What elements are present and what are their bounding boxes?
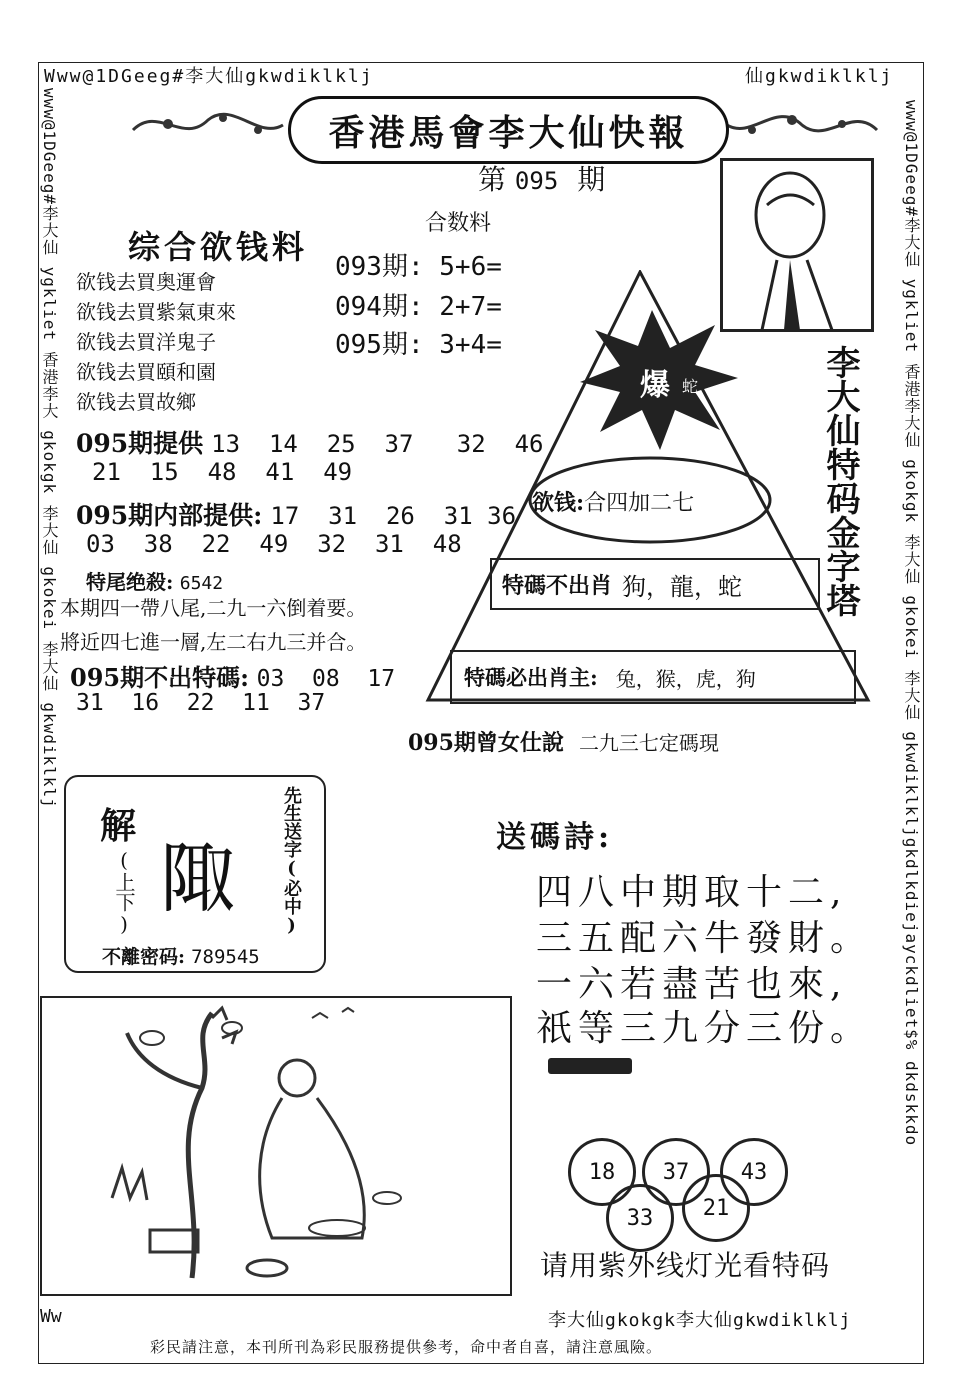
internal-numbers-1: 17 31 26 31 36 [270, 502, 517, 530]
combined-row-1: 093期: 5+6= [335, 252, 502, 282]
poem-line-2: 三五配六牛發財。 [536, 918, 873, 959]
riddle-updown: (上下) [112, 848, 136, 936]
combined-row-3: 095期: 3+4= [335, 330, 502, 360]
riddle-side: 先生送字(必中) [281, 786, 302, 936]
internal-label: 095期内部提供: [76, 501, 263, 530]
not-zodiac-box [490, 558, 820, 610]
tail-kill-label: 特尾绝殺: [86, 570, 174, 594]
bottom-right-watermark: 李大仙gkokgk李大仙gkwdiklklj [548, 1310, 852, 1331]
stamp-icon [548, 1058, 632, 1074]
top-right-watermark: 仙gkwdiklklj [745, 66, 894, 87]
footer-note: 彩民請注意，本刊所刊為彩民服務提供參考，命中者自喜，請注意風險。 [150, 1338, 663, 1356]
poem-line-3: 一六若盡苦也來, [536, 964, 848, 1005]
miss-zeng-value: 二九三七定碼現 [578, 731, 719, 755]
burst-sub: 蛇 [682, 377, 699, 396]
pyramid-desire-label: 欲钱: [532, 490, 585, 516]
riddle-jie: 解 [100, 805, 137, 847]
no-special-line-1 [70, 658, 395, 693]
desire-line-3: 欲钱去買洋鬼子 [76, 330, 216, 354]
desire-line-1: 欲钱去買奥運會 [76, 270, 216, 294]
must-zodiac-box [450, 650, 856, 704]
combined-title: 合数料 [425, 211, 492, 236]
poem-line-4: 祇等三九分三份。 [536, 1008, 873, 1049]
uv-note: 请用紫外线灯光看特码 [540, 1249, 831, 1282]
burst-char: 爆 [640, 368, 670, 403]
riddle-code-value: 789545 [191, 946, 260, 968]
desire-line-2: 欲钱去買紫氣東來 [76, 300, 236, 324]
verse-line-2: 將近四七進一層,左二右九三并合。 [60, 630, 367, 654]
pyramid-desire [532, 486, 694, 517]
illustration-box [40, 996, 512, 1296]
desire-title: 综合欲钱料 [128, 228, 309, 266]
right-flourish-icon [722, 100, 882, 150]
poem-line-1: 四八中期取十二, [536, 872, 848, 913]
no-special-label: 095期不出特碼: [70, 663, 249, 692]
issue-number: 095 [514, 167, 559, 195]
not-zodiac-label: 特碼不出肖 [502, 572, 613, 599]
riddle-code-label: 不離密码: [102, 946, 186, 968]
must-zodiac-value: 兔，猴，虎，狗 [615, 666, 756, 691]
provide-label: 095期提供 [76, 429, 204, 458]
miss-zeng-line [408, 726, 719, 757]
tail-kill-line [86, 566, 223, 595]
verse-line-1: 本期四一帶八尾,二九一六倒着要。 [60, 596, 367, 620]
lady-and-tree-icon [42, 998, 510, 1294]
internal-numbers-2: 03 38 22 49 32 31 48 [86, 530, 462, 558]
ball-2: 37 [642, 1138, 710, 1206]
left-watermark: www@1DGeeg#李大仙 ygkliet 香港李大 gkokgk 李大仙 gkokei 李大仙 gkwdiklklj [40, 88, 59, 809]
bottom-left-watermark: Ww [40, 1306, 62, 1327]
provide-numbers-1: 13 14 25 37 32 46 [211, 430, 544, 458]
ball-4: 33 [606, 1184, 674, 1252]
issue-label: 第 [478, 163, 507, 196]
issue-suffix: 期 [577, 163, 606, 196]
poem-title: 送碼詩: [496, 820, 614, 855]
page-title: 香港馬會李大仙快報 [288, 96, 729, 164]
ball-5: 21 [682, 1174, 750, 1242]
desire-line-5: 欲钱去買故鄉 [76, 390, 196, 414]
tail-kill-value: 6542 [179, 573, 224, 594]
riddle-char: 陬 [160, 834, 236, 923]
must-zodiac-label: 特碼必出肖主: [464, 665, 598, 690]
pyramid-side-title: 李大仙特码金字塔 [820, 345, 860, 617]
provide-numbers-2: 21 15 48 41 49 [92, 458, 353, 486]
pyramid-desire-value: 合四加二七 [584, 491, 695, 516]
desire-line-4: 欲钱去買頤和園 [76, 360, 216, 384]
no-special-numbers-1: 03 08 17 [256, 666, 396, 692]
no-special-numbers-2: 31 16 22 11 37 [76, 690, 326, 716]
not-zodiac-value: 狗，龍，蛇 [622, 572, 743, 601]
ball-3: 43 [720, 1138, 788, 1206]
ball-1: 18 [568, 1138, 636, 1206]
issue-line [478, 158, 605, 198]
right-watermark: www@1DGeeg#李大仙 ygkliet 香港李大仙 gkokgk 李大仙 gkokei 李大仙 gkwdiklkljgkdlkdiejayckdliet$% dkdskkdo [902, 100, 921, 1147]
miss-zeng-label: 095期曾女仕說 [408, 730, 564, 756]
top-watermark: Www@1DGeeg#李大仙gkwdiklklj [44, 66, 374, 87]
riddle-code [102, 942, 260, 969]
left-flourish-icon [128, 100, 288, 150]
combined-row-2: 094期: 2+7= [335, 292, 502, 322]
